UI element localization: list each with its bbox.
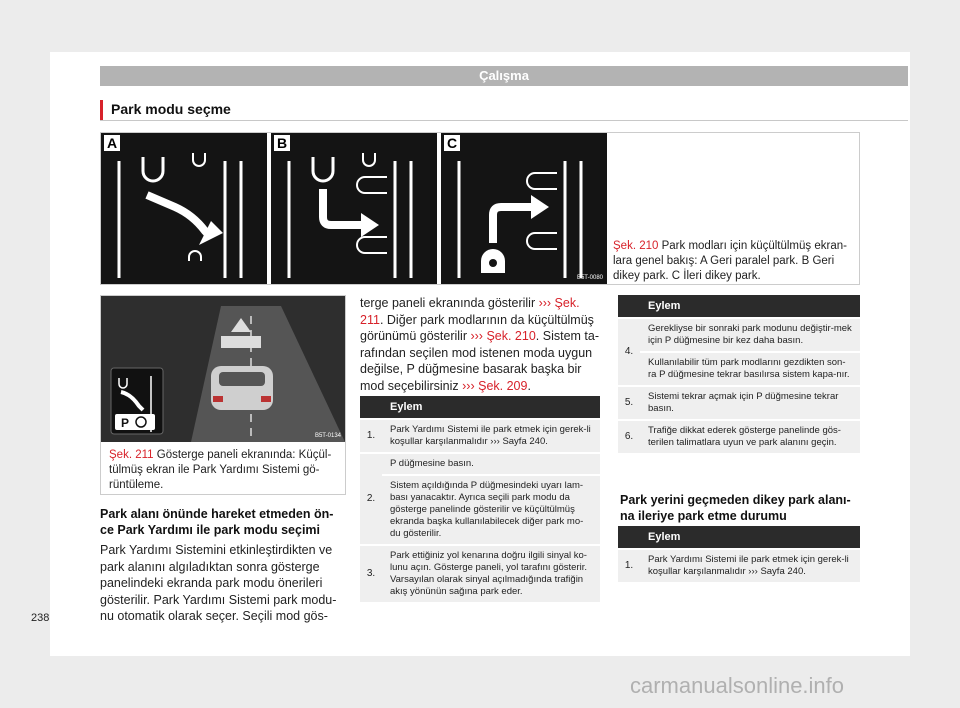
row-number: 5.	[618, 387, 640, 419]
table-header-empty	[360, 396, 382, 418]
left-subheading: Park alanı önünde hareket etmeden ön-ce Park Yardımı ile park modu seçimi	[100, 507, 334, 537]
chapter-header: Çalışma	[100, 66, 908, 86]
watermark: carmanualsonline.info	[630, 673, 845, 698]
row-text: Sistemi tekrar açmak için P düğmesine tekrar basın.	[640, 387, 860, 419]
table-header: Eylem	[640, 295, 860, 317]
dashboard-display-image	[101, 296, 345, 442]
figure-210-caption	[613, 239, 857, 284]
row-text: P düğmesine basın.	[382, 454, 600, 474]
page-number: 238	[31, 612, 50, 624]
right-subheading: Park yerini geçmeden dikey park alanı-na ileriye park etme durumu	[620, 493, 851, 523]
row-text: Park Yardımı Sistemi ile park etmek için gerek-li koşullar karşılanmalıdır ››› Sayfa 240.	[640, 550, 860, 582]
figure-211	[100, 295, 346, 495]
dashboard-illustration	[101, 296, 345, 442]
row-text: Park ettiğiniz yol kenarına doğru ilgili sinyal ko-lunu açın. Gösterge paneli, yol tarafını gösterir. Varsayılan olarak sinyal açılmadığında trafiğin akış yönünün sağına park eder.	[382, 546, 600, 602]
table-row	[360, 454, 600, 474]
row-text: Sistem açıldığında P düğmesindeki uyarı lam-bası yanacaktır. Ayrıca seçili park modu da gösterge panelinde gösterilir ve küçültülmüş ekranda başka kullanılabilecek diğer park mo-du gösterilir.	[382, 476, 600, 544]
row-number: 4.	[618, 319, 640, 385]
table-header: Eylem	[640, 526, 860, 548]
table-header: Eylem	[382, 396, 600, 418]
parallel-park-diagram	[101, 133, 267, 284]
reverse-perpendicular-diagram	[271, 133, 437, 284]
table-row	[618, 319, 860, 351]
figure-ref: Şek. 210	[613, 240, 659, 252]
svg-text:P: P	[121, 416, 130, 430]
table-header-empty	[618, 295, 640, 317]
middle-paragraph	[360, 295, 606, 394]
left-paragraph: Park Yardımı Sistemini etkinleştirdikten ve park alanını algıladıktan sonra gösterge panelindeki ekranda park modu önerileri gösterilir. Park Yardımı Sistemi park modu-nu otomatik olarak seçer. Seçili mod gös-	[100, 543, 337, 623]
section-divider	[100, 120, 908, 121]
panel-letter: A	[104, 135, 120, 151]
row-text: Park Yardımı Sistemi ile park etmek için gerek-li koşullar karşılanmalıdır ››› Sayfa 240.	[382, 420, 600, 452]
section-title: Park modu seçme	[100, 100, 919, 120]
paragraph-text: terge paneli ekranında gösterilir	[360, 296, 536, 310]
row-number: 1.	[360, 420, 382, 452]
panel-letter: C	[444, 135, 460, 151]
action-table-2	[618, 293, 860, 455]
table-row	[618, 421, 860, 453]
figure-panel-a	[101, 133, 267, 284]
table-row	[618, 550, 860, 582]
figure-211-caption	[109, 448, 341, 493]
table-row	[618, 353, 860, 385]
table-row	[360, 476, 600, 544]
paragraph-text: . Sistem ta-rafından seçilen mod istenen moda uygun değilse, P düğmesine basarak başka bir mod seçebilirsiniz	[360, 329, 600, 393]
row-number: 3.	[360, 546, 382, 602]
row-number: 6.	[618, 421, 640, 453]
figure-link-211[interactable]: ››› Şek. 211	[360, 296, 580, 327]
figure-link-210[interactable]: ››› Şek. 210	[470, 329, 536, 343]
table-row	[360, 546, 600, 602]
table-header-empty	[618, 526, 640, 548]
row-number: 2.	[360, 454, 382, 544]
action-table-1	[360, 394, 600, 604]
figure-code: B5T-0134	[314, 433, 341, 439]
caption-text: Gösterge paneli ekranında: Küçül-tülmüş ekran ile Park Yardımı Sistemi gö-rüntüleme.	[109, 449, 332, 491]
row-text: Kullanılabilir tüm park modlarını gezdikten son-ra P düğmesine tekrar basılırsa sistem kapa-nır.	[640, 353, 860, 385]
figure-code: B5T-0080	[576, 275, 603, 281]
action-table-3	[618, 524, 860, 584]
row-text: Gerekliyse bir sonraki park modunu değiştir-mek için P düğmesine bir kez daha basın.	[640, 319, 860, 351]
row-number: 1.	[618, 550, 640, 582]
table-row	[618, 387, 860, 419]
row-text: Trafiğe dikkat ederek gösterge panelinde gös-terilen talimatlara uyun ve park alanını geçin.	[640, 421, 860, 453]
figure-ref: Şek. 211	[109, 449, 154, 461]
figure-panel-c	[441, 133, 607, 284]
caption-text: Park modları için küçültülmüş ekran-lara genel bakış: A Geri paralel park. B Geri dikey park. C İleri dikey park.	[613, 240, 847, 282]
paragraph-text: .	[527, 378, 531, 393]
panel-letter: B	[274, 135, 290, 151]
paragraph-text: . Diğer park modlarının da küçültülmüş görünümü gösterilir	[360, 312, 594, 343]
forward-perpendicular-diagram	[441, 133, 607, 284]
figure-panel-b	[271, 133, 437, 284]
figure-210	[100, 132, 860, 285]
figure-link-209[interactable]: ››› Şek. 209	[462, 378, 528, 393]
table-row	[360, 420, 600, 452]
